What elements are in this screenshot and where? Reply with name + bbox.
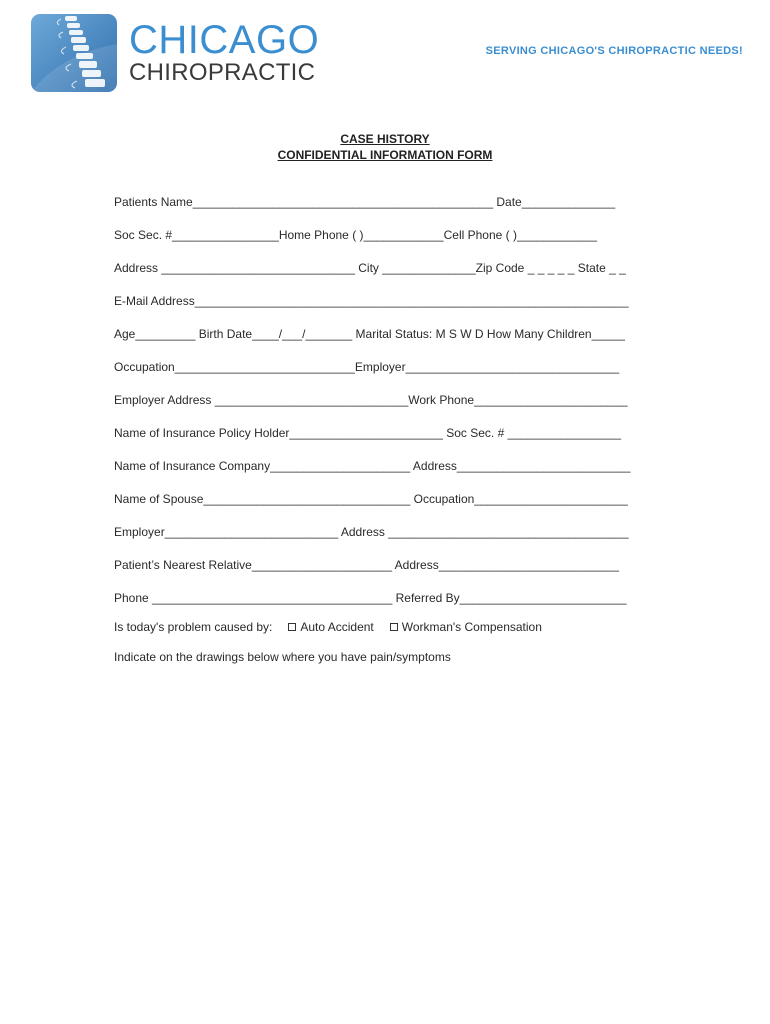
email-line: E-Mail Address_________________________________________________________________: [114, 294, 629, 308]
workmans-comp-option[interactable]: [390, 620, 542, 634]
form-title: CASE HISTORY: [340, 132, 430, 146]
soc-sec-phone-line: Soc Sec. #________________Home Phone ( )____________Cell Phone ( )____________: [114, 228, 598, 242]
auto-accident-checkbox[interactable]: [288, 623, 296, 631]
tagline: SERVING CHICAGO'S CHIROPRACTIC NEEDS!: [485, 45, 743, 57]
spouse-employer-line: Employer__________________________ Address ____________________________________: [114, 525, 629, 539]
phone-referred-line: Phone ____________________________________ Referred By_________________________: [114, 591, 627, 605]
problem-cause-row: [114, 620, 542, 634]
brand-name-line2: CHIROPRACTIC: [129, 59, 316, 86]
address-line: Address _____________________________ City ______________Zip Code _ _ _ _ _ State _ _: [114, 261, 626, 275]
auto-accident-label: Auto Accident: [300, 620, 374, 634]
patient-name-line: Patients Name_____________________________________________ Date______________: [114, 195, 616, 209]
brand-name-line1: CHICAGO: [129, 18, 320, 62]
form-subtitle: CONFIDENTIAL INFORMATION FORM: [277, 148, 493, 162]
insurance-company-line: Name of Insurance Company_____________________ Address__________________________: [114, 459, 631, 473]
spouse-line: Name of Spouse_______________________________ Occupation_______________________: [114, 492, 628, 506]
auto-accident-option[interactable]: [288, 620, 373, 634]
workmans-comp-checkbox[interactable]: [390, 623, 398, 631]
age-birth-marital-line: Age_________ Birth Date____/___/_______ Marital Status: M S W D How Many Children_____: [114, 327, 625, 341]
logo: [31, 14, 117, 92]
employer-address-line: Employer Address _____________________________Work Phone_______________________: [114, 393, 628, 407]
instruction-text: Indicate on the drawings below where you have pain/symptoms: [114, 650, 451, 664]
spine-icon: [31, 14, 117, 92]
workmans-comp-label: Workman's Compensation: [401, 620, 542, 634]
policy-holder-line: Name of Insurance Policy Holder_______________________ Soc Sec. # _________________: [114, 426, 622, 440]
nearest-relative-line: Patient’s Nearest Relative_____________________ Address___________________________: [114, 558, 619, 572]
occupation-line: Occupation___________________________Employer________________________________: [114, 360, 620, 374]
problem-question: Is today's problem caused by:: [114, 620, 273, 634]
